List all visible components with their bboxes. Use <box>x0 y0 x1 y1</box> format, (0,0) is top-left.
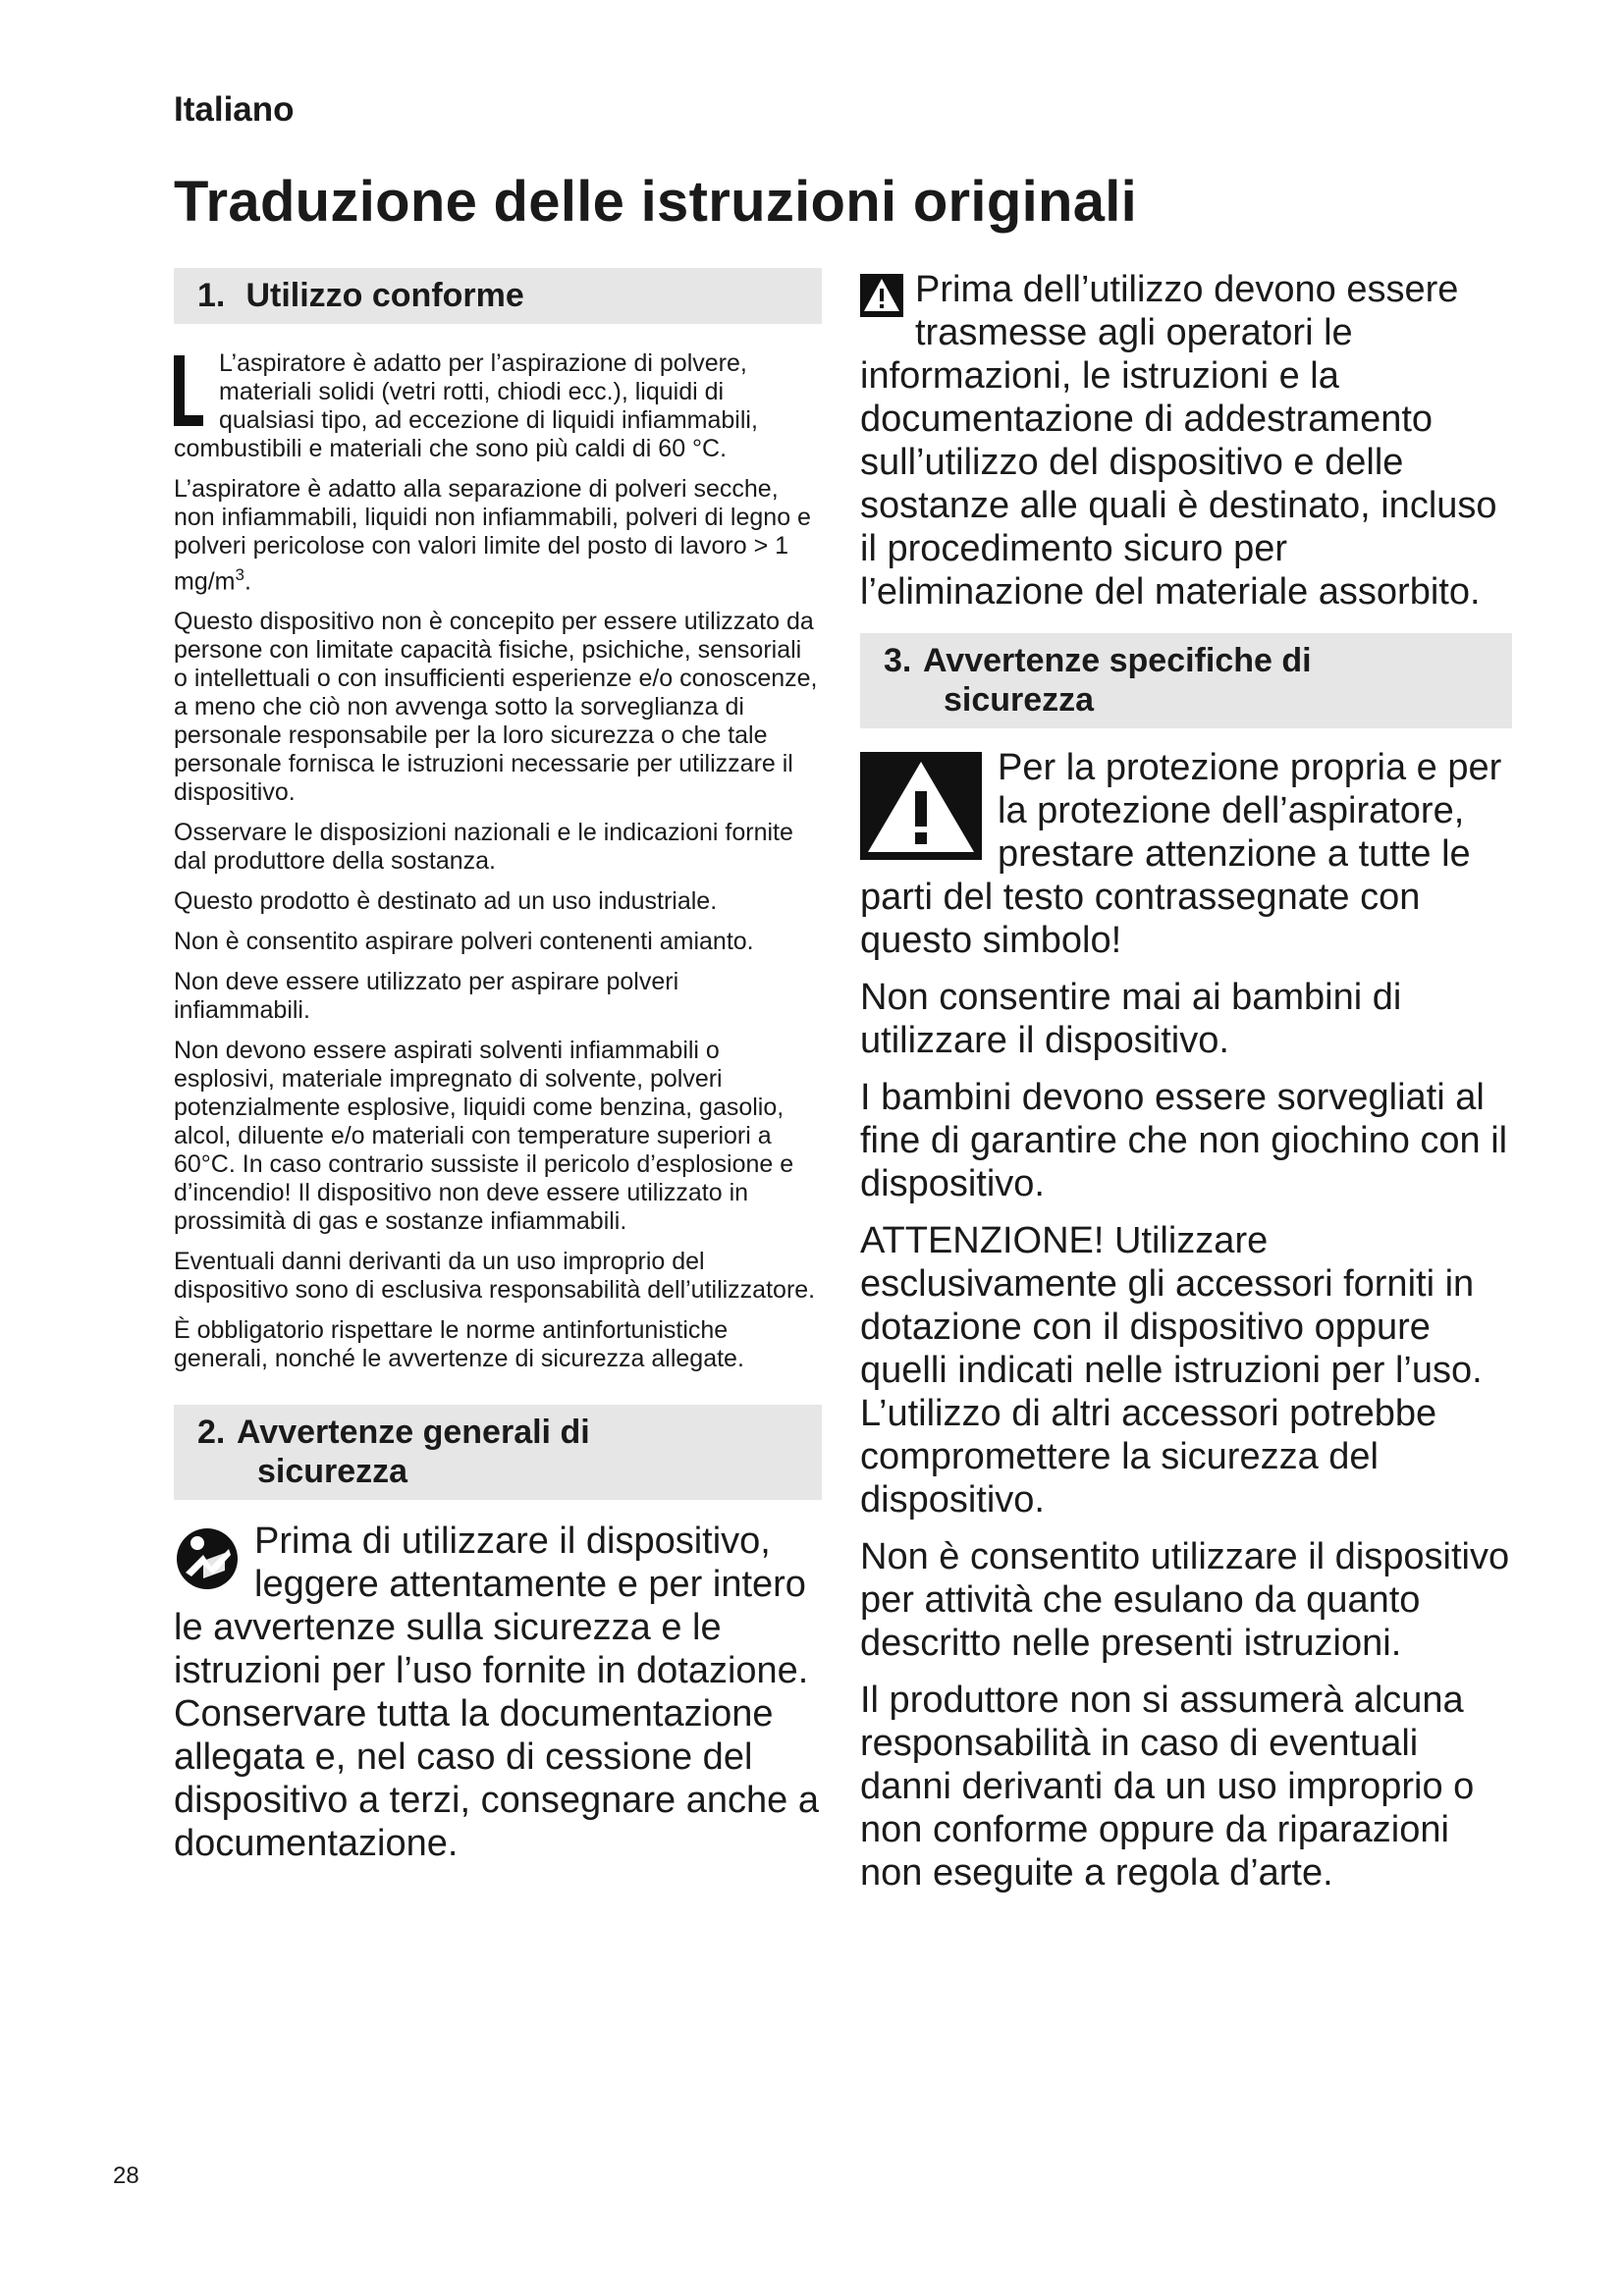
paragraph-dust-separation <box>174 475 822 596</box>
paragraph-liability: Il produttore non si assumerà alcuna responsabilità in caso di eventuali danni derivanti da un uso improprio o non conforme oppure da riparazioni non eseguite a regola d’arte. <box>860 1680 1475 1894</box>
paragraph-industrial-use: Questo prodotto è destinato ad un uso industriale. <box>174 887 718 916</box>
dust-exponent: 3 <box>235 565 244 584</box>
dust-suffix: . <box>244 567 251 596</box>
paragraph-children-supervision: I bambini devono essere sorvegliati al fine di garantire che non giochino con il dispositivo. <box>860 1077 1508 1204</box>
section-1-number: 1. <box>197 277 226 314</box>
section-3-heading <box>860 633 1512 728</box>
section-2-heading <box>174 1405 822 1500</box>
paragraph-asbestos: Non è consentito aspirare polveri contenenti amianto. <box>174 928 754 956</box>
paragraph-regulations: Osservare le disposizioni nazionali e le indicazioni fornite dal produttore della sostanza. <box>174 819 793 876</box>
paragraph-operator-information: Prima dell’utilizzo devono essere trasmesse agli operatori le informazioni, le istruzioni e la documentazione di addestramento sull’utilizzo del dispositivo e delle sostanze alle quali è destinato, incluso il procedimento sicuro per l’eliminazione del materiale assorbito. <box>860 269 1497 613</box>
section-3-number: 3. <box>884 642 912 679</box>
attention-label: ATTENZIONE! <box>860 1220 1105 1261</box>
paragraph-persons: Questo dispositivo non è concepito per essere utilizzato da persone con limitate capacità fisiche, psichiche, sensoriali o intellettuali o con insufficienti esperienze e/o conoscenze, a meno che ciò non avvenga sotto la sorveglianza di personale responsabile per la loro sicurezza o che tale personale fornisca le istruzioni necessarie per utilizzare il dispositivo. <box>174 608 818 807</box>
section-1-title: Utilizzo conforme <box>245 277 524 314</box>
paragraph-children-use: Non consentire mai ai bambini di utilizzare il dispositivo. <box>860 977 1402 1061</box>
section-2-title-line1: Avvertenze generali di <box>237 1414 590 1452</box>
paragraph-damages: Eventuali danni derivanti da un uso improprio del dispositivo sono di esclusiva responsabilità dell’utilizzatore. <box>174 1248 816 1305</box>
warning-triangle-icon <box>860 752 982 865</box>
paragraph-other-activities: Non è consentito utilizzare il dispositivo per attività che esulano da quanto descritto nelle presenti istruzioni. <box>860 1536 1510 1664</box>
language-label: Italiano <box>174 90 295 129</box>
section-3-title-line2: sicurezza <box>944 681 1095 719</box>
section-2-number: 2. <box>197 1414 226 1452</box>
paragraph-attention-accessories <box>860 1219 1512 1522</box>
document-title: Traduzione delle istruzioni originali <box>174 170 1138 234</box>
section-1-heading <box>174 268 822 324</box>
right-column <box>860 268 1512 1908</box>
paragraph-accident-prevention: È obbligatorio rispettare le norme antinfortunistiche generali, nonché le avvertenze di sicurezza allegate. <box>174 1316 744 1373</box>
paragraph-flammable-dust: Non deve essere utilizzato per aspirare polveri infiammabili. <box>174 968 679 1025</box>
read-manual-icon <box>174 1525 241 1597</box>
paragraph-read-instructions: Prima di utilizzare il dispositivo, leggere attentamente e per intero le avvertenze sulla sicurezza e le istruzioni per l’uso fornite in dotazione. Conservare tutta la documentazione allegata e, nel caso di cessione del dispositivo a terzi, consegnare anche a documentazione. <box>174 1521 819 1865</box>
paragraph-warning-symbol: Per la protezione propria e per la protezione dell’aspiratore, prestare attenzione a tutte le parti del testo contrassegnate con questo simbolo! <box>860 747 1502 961</box>
paragraph-intended-use: L’aspiratore è adatto per l’aspirazione di polvere, materiali solidi (vetri rotti, chiodi ecc.), liquidi di qualsiasi tipo, ad eccezione di liquidi infiammabili, combustibili e materiali che sono più caldi di 60 °C. <box>174 349 758 462</box>
important-note-icon <box>174 355 203 426</box>
page-number: 28 <box>113 2163 139 2189</box>
attention-text: Utilizzare esclusivamente gli accessori forniti in dotazione con il dispositivo oppure quelli indicati nelle istruzioni per l’uso. L’utilizzo di altri accessori potrebbe compromettere la sicurezza del dispositivo. <box>860 1220 1483 1521</box>
warning-triangle-small-icon <box>860 274 903 322</box>
dust-text: L’aspiratore è adatto alla separazione di polveri secche, non infiammabili, liquidi non infiammabili, polveri di legno e polveri pericolose con valori limite del posto di lavoro > 1 mg/m <box>174 475 811 596</box>
section-2-title-line2: sicurezza <box>257 1453 408 1491</box>
paragraph-solvents: Non devono essere aspirati solventi infiammabili o esplosivi, materiale impregnato di solvente, polveri potenzialmente esplosive, liquidi come benzina, gasolio, alcol, diluente e/o materiali con temperature superiori a 60°C. In caso contrario sussiste il pericolo d’esplosione e d’incendio! Il dispositivo non deve essere utilizzato in prossimità di gas e sostanze infiammabili. <box>174 1037 794 1236</box>
section-3-title-line1: Avvertenze specifiche di <box>923 642 1312 679</box>
left-column <box>174 268 822 1879</box>
